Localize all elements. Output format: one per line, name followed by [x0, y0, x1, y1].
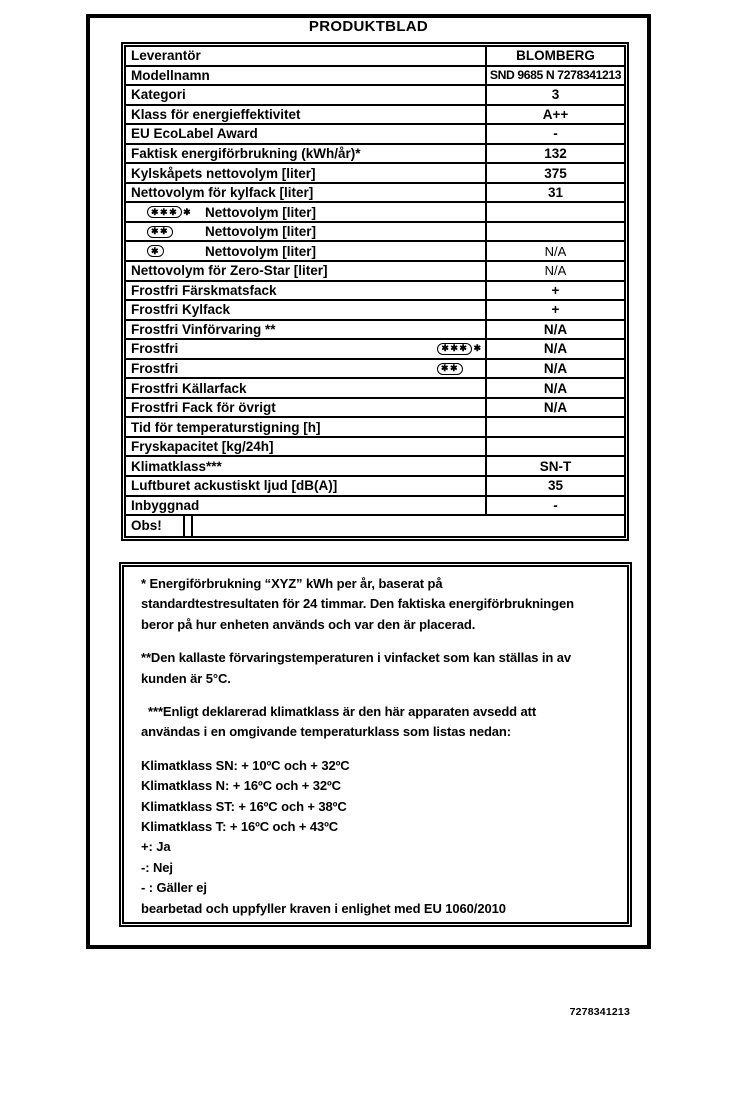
row-value: N/A: [485, 262, 624, 280]
row-value: N/A: [485, 340, 624, 358]
row-value: [485, 223, 624, 241]
row-label: Obs!: [126, 516, 185, 536]
row-value: 375: [485, 164, 624, 182]
table-row: [126, 203, 624, 223]
table-row: [126, 145, 624, 165]
table-row: [126, 497, 624, 517]
row-label-cell: [126, 203, 485, 221]
row-label-cell: [126, 321, 485, 339]
row-label-cell: [126, 86, 485, 104]
star-rating-icon: [437, 343, 481, 355]
row-label: Kylskåpets nettovolym [liter]: [131, 165, 316, 181]
star-rating-icon: [147, 206, 205, 218]
row-value: 132: [485, 145, 624, 163]
row-label: Frostfri Kylfack: [131, 302, 231, 318]
row-label-cell: [126, 242, 485, 260]
row-label-cell: [126, 184, 485, 202]
star-box-icon: ✱: [147, 245, 164, 257]
obs-divider-cell: [185, 516, 193, 536]
row-label: Faktisk energiförbrukning (kWh/år)*: [131, 146, 361, 161]
table-row: [126, 379, 624, 399]
note-line: bearbetad och uppfyller kraven i enlighet med EU 1060/2010: [141, 900, 506, 916]
star-box-icon: ✱✱✱: [437, 343, 472, 355]
row-label: Nettovolym [liter]: [205, 224, 317, 240]
star-rating-icon: [437, 363, 463, 375]
row-value: +: [485, 282, 624, 300]
table-row: [126, 321, 624, 341]
row-value: [485, 203, 624, 221]
star-rating-icon: [147, 226, 205, 238]
footnotes-box: [119, 562, 632, 927]
row-label-cell: [126, 477, 485, 495]
note-line: användas i en omgivande temperaturklass som listas nedan:: [141, 724, 511, 740]
obs-empty-cell: [193, 516, 624, 536]
row-label: Frostfri: [131, 341, 179, 357]
row-label-cell: [126, 438, 485, 456]
star-rating-icon: [147, 245, 205, 257]
product-spec-table: [121, 42, 629, 541]
star-outside-icon: ✱: [183, 206, 191, 217]
row-label: Tid för temperaturstigning [h]: [131, 419, 321, 435]
row-value: 35: [485, 477, 624, 495]
note-line: +: Ja: [141, 839, 171, 855]
row-label-cell: [126, 301, 485, 319]
row-value: BLOMBERG: [485, 47, 624, 65]
table-row: [126, 516, 624, 536]
table-row: [126, 67, 624, 87]
table-row: [126, 282, 624, 302]
row-label-cell: [126, 164, 485, 182]
row-label: EU EcoLabel Award: [131, 126, 258, 142]
star-outside-icon: ✱: [473, 343, 481, 354]
row-label-cell: [126, 145, 485, 163]
note-line: Klimatklass N: + 16ºC och + 32ºC: [141, 778, 341, 794]
table-row: [126, 223, 624, 243]
row-label: Nettovolym [liter]: [205, 243, 317, 259]
table-row: [126, 477, 624, 497]
row-value: SND 9685 N 7278341213: [485, 67, 624, 85]
row-label-cell: [126, 418, 485, 436]
note-line: Klimatklass ST: + 16ºC och + 38ºC: [141, 798, 347, 814]
row-value: SN-T: [485, 457, 624, 475]
note-line: - : Gäller ej: [141, 880, 207, 896]
row-value: -: [485, 497, 624, 515]
row-label: Kategori: [131, 87, 186, 103]
row-value: N/A: [485, 242, 624, 260]
page-title: PRODUKTBLAD: [308, 18, 429, 35]
row-value: N/A: [485, 321, 624, 339]
note-line: ***Enligt deklarerad klimatklass är den här apparaten avsedd att: [141, 704, 537, 720]
row-value: -: [485, 125, 624, 143]
note-line: [141, 689, 623, 702]
table-row: [126, 242, 624, 262]
row-value: A++: [485, 106, 624, 124]
note-line: standardtestresultaten för 24 timmar. Den faktiska energiförbrukningen: [141, 596, 574, 612]
row-label-cell: [126, 282, 485, 300]
row-value: [485, 438, 624, 456]
note-line: **Den kallaste förvaringstemperaturen i vinfacket som kan ställas in av: [141, 650, 572, 666]
note-line: * Energiförbrukning “XYZ” kWh per år, baserat på: [141, 576, 443, 591]
table-row: [126, 86, 624, 106]
star-box-icon: ✱✱: [147, 226, 173, 238]
row-label: Klass för energieffektivitet: [131, 106, 301, 122]
row-label: Inbyggnad: [131, 497, 200, 513]
row-label-cell: [126, 223, 485, 241]
document-code: 7278341213: [569, 1006, 630, 1018]
row-value: N/A: [485, 379, 624, 397]
table-row: [126, 340, 624, 360]
row-label-cell: [126, 106, 485, 124]
table-row: [126, 457, 624, 477]
row-value: N/A: [485, 399, 624, 417]
note-line: [141, 743, 623, 756]
row-value: [485, 418, 624, 436]
row-value: 31: [485, 184, 624, 202]
row-label-cell: [126, 379, 485, 397]
row-value: +: [485, 301, 624, 319]
row-label: Modellnamn: [131, 67, 210, 83]
note-line: Klimatklass T: + 16ºC och + 43ºC: [141, 819, 339, 835]
table-row: [126, 47, 624, 67]
row-label: Frostfri Vinförvaring **: [131, 321, 276, 337]
note-line: -: Nej: [141, 859, 173, 875]
star-box-icon: ✱✱✱: [147, 206, 182, 218]
row-value: 3: [485, 86, 624, 104]
note-line: [141, 635, 623, 648]
table-row: [126, 106, 624, 126]
row-label: Klimatklass***: [131, 458, 222, 474]
row-label: Frostfri Källarfack: [131, 380, 247, 396]
table-row: [126, 125, 624, 145]
row-label-cell: [126, 340, 485, 358]
row-label-cell: [126, 262, 485, 280]
row-label: Frostfri Färskmatsfack: [131, 282, 277, 298]
row-label: Nettovolym för Zero-Star [liter]: [131, 263, 328, 279]
table-row: [126, 418, 624, 438]
row-label: Nettovolym [liter]: [205, 204, 317, 220]
table-row: [126, 164, 624, 184]
row-label-cell: [126, 125, 485, 143]
table-row: [126, 262, 624, 282]
row-label: Fryskapacitet [kg/24h]: [131, 439, 274, 455]
row-label: Leverantör: [131, 48, 201, 64]
row-label-cell: [126, 360, 485, 378]
row-value: N/A: [485, 360, 624, 378]
row-label-cell: [126, 497, 485, 515]
table-row: [126, 301, 624, 321]
row-label-cell: [126, 47, 485, 65]
row-label: Frostfri Fack för övrigt: [131, 400, 276, 416]
row-label: Frostfri: [131, 361, 179, 377]
note-line: beror på hur enheten används och var den är placerad.: [141, 616, 476, 632]
table-row: [126, 184, 624, 204]
row-label-cell: [126, 67, 485, 85]
row-label-cell: [126, 457, 485, 475]
row-label: Luftburet ackustiskt ljud [dB(A)]: [131, 478, 338, 494]
note-line: Klimatklass SN: + 10ºC och + 32ºC: [141, 757, 350, 773]
table-row: [126, 438, 624, 458]
star-box-icon: ✱✱: [437, 363, 463, 375]
row-label: Nettovolym för kylfack [liter]: [131, 185, 314, 201]
row-label-cell: [126, 399, 485, 417]
table-row: [126, 399, 624, 419]
table-row: [126, 360, 624, 380]
note-line: kunden är 5°C.: [141, 670, 231, 686]
